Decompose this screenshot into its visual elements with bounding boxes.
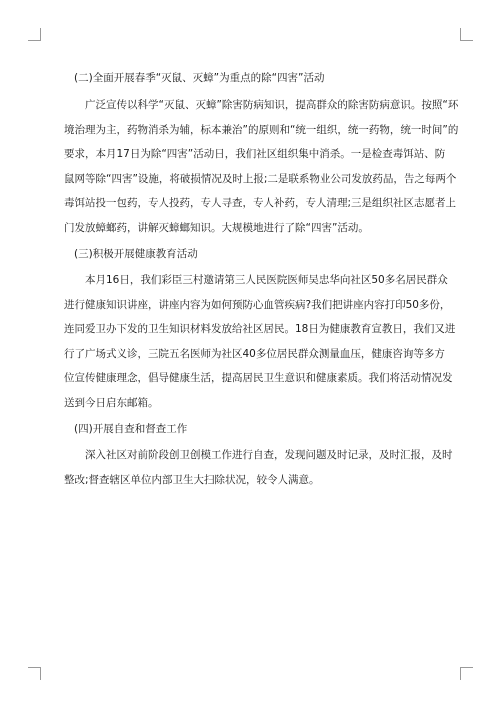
- section-paragraph: [64, 268, 456, 415]
- crop-mark-top-right: [460, 28, 473, 41]
- paragraph-line: 送到今日启东邮箱。: [64, 396, 159, 409]
- paragraph-line: 门发放蟑螂药，讲解灭蟑螂知识。大规模地进行了除“四害”活动。: [64, 221, 369, 234]
- section-heading: (四)开展自查和督查工作: [74, 423, 188, 435]
- paragraph-line: 要求，本月17日为除“四害”活动日，我们社区组织集中消杀。一是检查毒饵站、防: [64, 148, 446, 160]
- section-paragraph: [64, 93, 459, 240]
- paragraph-line: 行了广场式义诊，三院五名医师为社区40多位居民群众测量血压，健康咨询等多方: [64, 347, 445, 360]
- section-paragraph: [64, 443, 453, 492]
- paragraph-line: 鼠网等除“四害”设施，将破损情况及时上报;二是联系物业公司发放药品，告之每两个: [64, 172, 457, 185]
- document-body: [64, 66, 459, 492]
- paragraph-line: 位宣传健康理念，倡导健康生活，提高居民卫生意识和健康素质。我们将活动情况发: [64, 372, 453, 384]
- paragraph-line: 广泛宣传以科学“灭鼠、灭蟑”除害防病知识，提高群众的除害防病意识。按照“环: [85, 99, 459, 111]
- crop-mark-bottom-right: [460, 667, 473, 680]
- section-heading: (三)积极开展健康教育活动: [74, 248, 198, 260]
- paragraph-line: 境治理为主，药物消杀为辅，标本兼治”的原则和“统一组织，统一药物，统一时间”的: [64, 123, 459, 136]
- paragraph-line: 深入社区对前阶段创卫创模工作进行自查，发现问题及时记录，及时汇报，及时: [85, 449, 453, 461]
- paragraph-line: 连同爱卫办下发的卫生知识材料发放给社区居民。18日为健康教育宣教日，我们又进: [64, 323, 456, 335]
- paragraph-line: 本月16日，我们彩臣三村邀请第三人民医院医师吴忠华向社区50多名居民群众: [85, 274, 448, 286]
- paragraph-line: 整改;督查辖区单位内部卫生大扫除状况，较令人满意。: [64, 473, 320, 486]
- section-heading: (二)全面开展春季“灭鼠、灭蟑”为重点的除“四害”活动: [74, 72, 325, 84]
- paragraph-line: 毒饵站投一包药，专人投药，专人寻查，专人补药，专人清理;三是组织社区志愿者上: [64, 197, 457, 209]
- crop-mark-bottom-left: [28, 667, 41, 680]
- paragraph-line: 进行健康知识讲座，讲座内容为如何预防心血管疾病?我们把讲座内容打印50多份，: [64, 298, 451, 311]
- crop-mark-top-left: [28, 28, 41, 41]
